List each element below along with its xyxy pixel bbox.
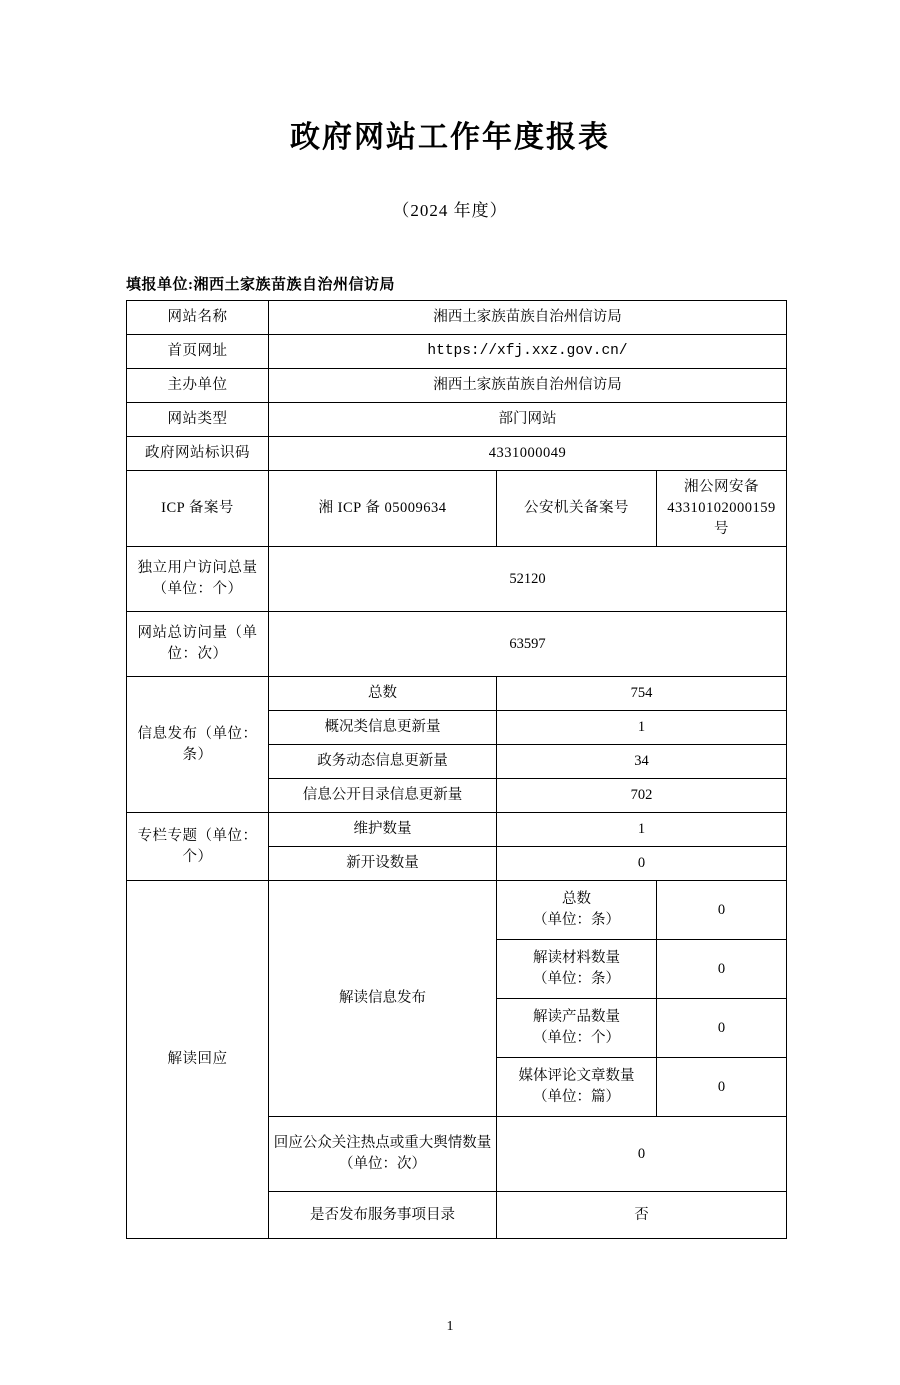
interpretation-item-name-line2: （单位：篇） — [533, 1089, 620, 1106]
sponsor-label: 主办单位 — [127, 369, 269, 403]
page-subtitle: （2024 年度） — [392, 201, 508, 220]
table-row — [127, 547, 787, 612]
interpretation-publish-label: 解读信息发布 — [269, 881, 497, 1117]
service-catalog-value: 否 — [497, 1192, 787, 1239]
column-topic-label: 专栏专题（单位：个） — [127, 813, 269, 881]
hotspot-response-label: 回应公众关注热点或重大舆情数量（单位：次） — [269, 1117, 497, 1192]
table-row — [127, 813, 787, 847]
site-type-label: 网站类型 — [127, 403, 269, 437]
icp-label: ICP 备案号 — [127, 471, 269, 547]
homepage-value: https://xfj.xxz.gov.cn/ — [269, 335, 787, 369]
info-publish-item-name: 概况类信息更新量 — [269, 711, 497, 745]
total-visits-value: 63597 — [269, 612, 787, 677]
hotspot-response-value: 0 — [497, 1117, 787, 1192]
icp-value: 湘 ICP 备 05009634 — [269, 471, 497, 547]
info-publish-item-name: 政务动态信息更新量 — [269, 745, 497, 779]
interpretation-item-name — [497, 1058, 657, 1117]
table-row — [127, 677, 787, 711]
page-title: 政府网站工作年度报表 — [290, 121, 610, 154]
info-publish-item-name: 信息公开目录信息更新量 — [269, 779, 497, 813]
table-row — [127, 403, 787, 437]
interpretation-item-name-line2: （单位：个） — [533, 1030, 620, 1047]
interpretation-item-value: 0 — [657, 881, 787, 940]
interpretation-item-name-line2: （单位：条） — [533, 971, 620, 988]
interpretation-item-name — [497, 940, 657, 999]
gov-site-id-label: 政府网站标识码 — [127, 437, 269, 471]
table-row — [127, 471, 787, 547]
info-publish-item-name: 总数 — [269, 677, 497, 711]
info-publish-item-value: 34 — [497, 745, 787, 779]
interpretation-item-name-line2: （单位：条） — [533, 912, 620, 929]
total-visits-label: 网站总访问量（单位：次） — [127, 612, 269, 677]
table-row — [127, 335, 787, 369]
info-publish-item-value: 1 — [497, 711, 787, 745]
service-catalog-label: 是否发布服务事项目录 — [269, 1192, 497, 1239]
police-record-label: 公安机关备案号 — [497, 471, 657, 547]
site-name-value: 湘西土家族苗族自治州信访局 — [269, 301, 787, 335]
interpretation-item-name-line1: 解读产品数量 — [533, 1009, 620, 1026]
table-row — [127, 437, 787, 471]
interpretation-item-name-line1: 媒体评论文章数量 — [518, 1068, 635, 1085]
interpretation-item-name — [497, 999, 657, 1058]
annual-report-table — [126, 300, 787, 1239]
document-page — [0, 112, 900, 1385]
table-row — [127, 612, 787, 677]
site-name-label: 网站名称 — [127, 301, 269, 335]
column-topic-item-value: 0 — [497, 847, 787, 881]
interpretation-item-name — [497, 881, 657, 940]
table-row — [127, 881, 787, 940]
column-topic-item-name: 维护数量 — [269, 813, 497, 847]
unique-visitors-value: 52120 — [269, 547, 787, 612]
unique-visitors-label: 独立用户访问总量（单位：个） — [127, 547, 269, 612]
page-number: 1 — [446, 1319, 454, 1334]
police-record-value: 湘公网安备 43310102000159 号 — [657, 471, 787, 547]
column-topic-item-value: 1 — [497, 813, 787, 847]
info-publish-item-value: 754 — [497, 677, 787, 711]
homepage-label: 首页网址 — [127, 335, 269, 369]
interpretation-item-value: 0 — [657, 999, 787, 1058]
gov-site-id-value: 4331000049 — [269, 437, 787, 471]
filer-unit-line: 填报单位:湘西土家族苗族自治州信访局 — [126, 277, 395, 293]
table-row — [127, 369, 787, 403]
site-type-value: 部门网站 — [269, 403, 787, 437]
column-topic-item-name: 新开设数量 — [269, 847, 497, 881]
info-publish-label: 信息发布（单位：条） — [127, 677, 269, 813]
interpretation-label: 解读回应 — [127, 881, 269, 1239]
interpretation-item-name-line1: 解读材料数量 — [533, 950, 620, 967]
sponsor-value: 湘西土家族苗族自治州信访局 — [269, 369, 787, 403]
interpretation-item-name-line1: 总数 — [562, 891, 591, 908]
info-publish-item-value: 702 — [497, 779, 787, 813]
table-row — [127, 301, 787, 335]
interpretation-item-value: 0 — [657, 940, 787, 999]
interpretation-item-value: 0 — [657, 1058, 787, 1117]
